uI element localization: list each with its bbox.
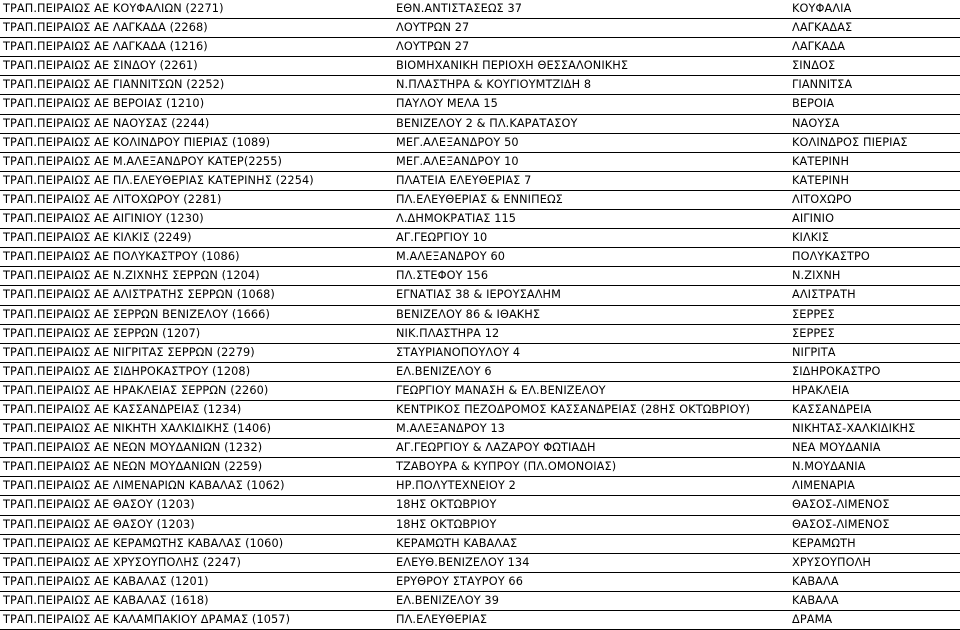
branch-cell: ΤΡΑΠ.ΠΕΙΡΑΙΩΣ ΑΕ ΣΕΡΡΩΝ ΒΕΝΙΖΕΛΟΥ (1666) [3, 307, 270, 321]
table-row [0, 344, 960, 363]
city-cell: ΚΑΤΕΡΙΝΗ [792, 154, 850, 168]
address-cell: ΤΖΑΒΟΥΡΑ & ΚΥΠΡΟΥ (ΠΛ.ΟΜΟΝΟΙΑΣ) [396, 460, 617, 474]
city-cell: ΔΡΑΜΑ [792, 613, 833, 626]
branch-cell: ΤΡΑΠ.ΠΕΙΡΑΙΩΣ ΑΕ ΒΕΡΟΙΑΣ (1210) [3, 97, 205, 111]
branch-cell: ΤΡΑΠ.ΠΕΙΡΑΙΩΣ ΑΕ ΘΑΣΟΥ (1203) [3, 498, 195, 512]
branch-cell: ΤΡΑΠ.ΠΕΙΡΑΙΩΣ ΑΕ ΚΑΒΑΛΑΣ (1201) [3, 574, 209, 588]
city-cell: ΝΕΑ ΜΟΥΔΑΝΙΑ [792, 441, 881, 455]
city-cell: ΣΙΝΔΟΣ [792, 59, 836, 73]
city-cell: ΝΙΓΡΙΤΑ [792, 345, 836, 359]
branch-cell: ΤΡΑΠ.ΠΕΙΡΑΙΩΣ ΑΕ ΚΑΒΑΛΑΣ (1618) [3, 593, 209, 607]
city-cell: ΑΙΓΙΝΙΟ [792, 212, 835, 226]
table-row [0, 325, 960, 344]
branch-cell: ΤΡΑΠ.ΠΕΙΡΑΙΩΣ ΑΕ ΝΑΟΥΣΑΣ (2244) [3, 116, 210, 130]
address-cell: ΗΡ.ΠΟΛΥΤΕΧΝΕΙΟΥ 2 [396, 479, 516, 493]
city-cell: ΗΡΑΚΛΕΙΑ [792, 383, 850, 397]
branch-cell: ΤΡΑΠ.ΠΕΙΡΑΙΩΣ ΑΕ ΠΟΛΥΚΑΣΤΡΟΥ (1086) [3, 250, 240, 264]
city-cell: ΒΕΡΟΙΑ [792, 97, 835, 111]
branch-cell: ΤΡΑΠ.ΠΕΙΡΑΙΩΣ ΑΕ ΛΙΤΟΧΩΡΟΥ (2281) [3, 192, 222, 206]
address-cell: ΛΟΥΤΡΩΝ 27 [396, 40, 470, 54]
city-cell: ΝΙΚΗΤΑΣ-ΧΑΛΚΙΔΙΚΗΣ [792, 422, 916, 436]
table-row [0, 401, 960, 420]
branch-cell: ΤΡΑΠ.ΠΕΙΡΑΙΩΣ ΑΕ Μ.ΑΛΕΞΑΝΔΡΟΥ ΚΑΤΕΡ(2255) [3, 154, 283, 168]
table-row [0, 76, 960, 95]
table-row [0, 134, 960, 153]
table-row [0, 286, 960, 305]
city-cell: ΚΑΒΑΛΑ [792, 574, 839, 588]
city-cell: ΘΑΣΟΣ-ΛΙΜΕΝΟΣ [792, 517, 890, 531]
city-cell: ΓΙΑΝΝΙΤΣΑ [792, 78, 853, 92]
city-cell: ΣΕΡΡΕΣ [792, 326, 835, 340]
address-cell: ΑΓ.ΓΕΩΡΓΙΟΥ & ΛΑΖΑΡΟΥ ΦΩΤΙΑΔΗ [396, 441, 596, 455]
table-row [0, 191, 960, 210]
address-cell: Μ.ΑΛΕΞΑΝΔΡΟΥ 60 [396, 250, 506, 264]
table-row [0, 172, 960, 191]
table-row [0, 229, 960, 248]
address-cell: ΕΓΝΑΤΙΑΣ 38 & ΙΕΡΟΥΣΑΛΗΜ [396, 288, 561, 302]
table-row [0, 153, 960, 172]
branch-cell: ΤΡΑΠ.ΠΕΙΡΑΙΩΣ ΑΕ Ν.ΖΙΧΝΗΣ ΣΕΡΡΩΝ (1204) [3, 269, 260, 283]
city-cell: ΣΙΔΗΡΟΚΑΣΤΡΟ [792, 364, 881, 378]
table-row [0, 210, 960, 229]
address-cell: ΠΛ.ΣΤΕΦΟΥ 156 [396, 269, 489, 283]
address-cell: ΛΟΥΤΡΩΝ 27 [396, 21, 470, 35]
address-cell: Μ.ΑΛΕΞΑΝΔΡΟΥ 13 [396, 422, 506, 436]
city-cell: Ν.ΜΟΥΔΑΝΙΑ [792, 460, 866, 474]
city-cell: ΚΑΒΑΛΑ [792, 593, 839, 607]
address-cell: 18ΗΣ ΟΚΤΩΒΡΙΟΥ [396, 517, 497, 531]
address-cell: ΒΕΝΙΖΕΛΟΥ 2 & ΠΛ.ΚΑΡΑΤΑΣΟΥ [396, 116, 578, 130]
table-row [0, 477, 960, 496]
city-cell: ΚΕΡΑΜΩΤΗ [792, 536, 856, 550]
table-row [0, 611, 960, 630]
table-row [0, 267, 960, 286]
branch-cell: ΤΡΑΠ.ΠΕΙΡΑΙΩΣ ΑΕ ΠΛ.ΕΛΕΥΘΕΡΙΑΣ ΚΑΤΕΡΙΝΗΣ (2254) [3, 173, 314, 187]
address-cell: ΝΙΚ.ΠΛΑΣΤΗΡΑ 12 [396, 326, 500, 340]
table-row [0, 573, 960, 592]
address-cell: ΚΕΝΤΡΙΚΟΣ ΠΕΖΟΔΡΟΜΟΣ ΚΑΣΣΑΝΔΡΕΙΑΣ (28ΗΣ ΟΚΤΩΒΡΙΟΥ) [396, 402, 751, 416]
city-cell: ΠΟΛΥΚΑΣΤΡΟ [792, 250, 870, 264]
branch-cell: ΤΡΑΠ.ΠΕΙΡΑΙΩΣ ΑΕ ΣΙΝΔΟΥ (2261) [3, 59, 198, 73]
city-cell: ΚΙΛΚΙΣ [792, 231, 829, 245]
city-cell: ΛΑΓΚΑΔΑ [792, 40, 846, 54]
table-row [0, 535, 960, 554]
branch-cell: ΤΡΑΠ.ΠΕΙΡΑΙΩΣ ΑΕ ΓΙΑΝΝΙΤΣΩΝ (2252) [3, 78, 225, 92]
branch-cell: ΤΡΑΠ.ΠΕΙΡΑΙΩΣ ΑΕ ΚΑΛΑΜΠΑΚΙΟΥ ΔΡΑΜΑΣ (1057) [3, 613, 291, 626]
branch-cell: ΤΡΑΠ.ΠΕΙΡΑΙΩΣ ΑΕ ΧΡΥΣΟΥΠΟΛΗΣ (2247) [3, 555, 241, 569]
address-cell: ΠΛ.ΕΛΕΥΘΕΡΙΑΣ & ΕΝΝΙΠΕΩΣ [396, 192, 563, 206]
branch-cell: ΤΡΑΠ.ΠΕΙΡΑΙΩΣ ΑΕ ΗΡΑΚΛΕΙΑΣ ΣΕΡΡΩΝ (2260) [3, 383, 269, 397]
table-row [0, 592, 960, 611]
branch-cell: ΤΡΑΠ.ΠΕΙΡΑΙΩΣ ΑΕ ΛΑΓΚΑΔΑ (2268) [3, 21, 208, 35]
branch-cell: ΤΡΑΠ.ΠΕΙΡΑΙΩΣ ΑΕ ΘΑΣΟΥ (1203) [3, 517, 195, 531]
address-cell: ΣΤΑΥΡΙΑΝΟΠΟΥΛΟΥ 4 [396, 345, 521, 359]
city-cell: ΚΑΣΣΑΝΔΡΕΙΑ [792, 402, 872, 416]
branch-cell: ΤΡΑΠ.ΠΕΙΡΑΙΩΣ ΑΕ ΛΑΓΚΑΔΑ (1216) [3, 40, 208, 54]
branch-cell: ΤΡΑΠ.ΠΕΙΡΑΙΩΣ ΑΕ ΚΕΡΑΜΩΤΗΣ ΚΑΒΑΛΑΣ (1060) [3, 536, 284, 550]
branch-cell: ΤΡΑΠ.ΠΕΙΡΑΙΩΣ ΑΕ ΣΙΔΗΡΟΚΑΣΤΡΟΥ (1208) [3, 364, 251, 378]
city-cell: ΝΑΟΥΣΑ [792, 116, 840, 130]
table-row [0, 496, 960, 515]
table-row [0, 458, 960, 477]
branch-cell: ΤΡΑΠ.ΠΕΙΡΑΙΩΣ ΑΕ ΚΑΣΣΑΝΔΡΕΙΑΣ (1234) [3, 402, 242, 416]
address-cell: ΓΕΩΡΓΙΟΥ ΜΑΝΑΣΗ & ΕΛ.ΒΕΝΙΖΕΛΟΥ [396, 383, 606, 397]
table-row [0, 306, 960, 325]
branch-cell: ΤΡΑΠ.ΠΕΙΡΑΙΩΣ ΑΕ ΝΙΚΗΤΗ ΧΑΛΚΙΔΙΚΗΣ (1406) [3, 422, 272, 436]
address-cell: ΑΓ.ΓΕΩΡΓΙΟΥ 10 [396, 231, 488, 245]
table-row [0, 115, 960, 134]
address-cell: ΕΡΥΘΡΟΥ ΣΤΑΥΡΟΥ 66 [396, 574, 523, 588]
city-cell: ΑΛΙΣΤΡΑΤΗ [792, 288, 856, 302]
branch-cell: ΤΡΑΠ.ΠΕΙΡΑΙΩΣ ΑΕ ΚΟΥΦΑΛΙΩΝ (2271) [3, 2, 224, 15]
branch-cell: ΤΡΑΠ.ΠΕΙΡΑΙΩΣ ΑΕ ΑΙΓΙΝΙΟΥ (1230) [3, 212, 204, 226]
branch-cell: ΤΡΑΠ.ΠΕΙΡΑΙΩΣ ΑΕ ΝΙΓΡΙΤΑΣ ΣΕΡΡΩΝ (2279) [3, 345, 255, 359]
branch-cell: ΤΡΑΠ.ΠΕΙΡΑΙΩΣ ΑΕ ΝΕΩΝ ΜΟΥΔΑΝΙΩΝ (2259) [3, 460, 263, 474]
city-cell: ΚΟΥΦΑΛΙΑ [792, 2, 852, 15]
table-row [0, 38, 960, 57]
address-cell: ΕΛΕΥΘ.ΒΕΝΙΖΕΛΟΥ 134 [396, 555, 530, 569]
table-row [0, 420, 960, 439]
address-cell: ΜΕΓ.ΑΛΕΞΑΝΔΡΟΥ 10 [396, 154, 519, 168]
address-cell: ΕΛ.ΒΕΝΙΖΕΛΟΥ 6 [396, 364, 492, 378]
table-row [0, 554, 960, 573]
address-cell: ΠΛ.ΕΛΕΥΘΕΡΙΑΣ [396, 613, 488, 626]
city-cell: ΚΟΛΙΝΔΡΟΣ ΠΙΕΡΙΑΣ [792, 135, 908, 149]
address-cell: ΒΕΝΙΖΕΛΟΥ 86 & ΙΘΑΚΗΣ [396, 307, 541, 321]
branch-cell: ΤΡΑΠ.ΠΕΙΡΑΙΩΣ ΑΕ ΚΙΛΚΙΣ (2249) [3, 231, 192, 245]
table-row [0, 363, 960, 382]
table-row [0, 439, 960, 458]
table-row [0, 0, 960, 19]
address-cell: ΜΕΓ.ΑΛΕΞΑΝΔΡΟΥ 50 [396, 135, 519, 149]
table-row [0, 382, 960, 401]
address-cell: Λ.ΔΗΜΟΚΡΑΤΙΑΣ 115 [396, 212, 517, 226]
city-cell: ΧΡΥΣΟΥΠΟΛΗ [792, 555, 871, 569]
branch-cell: ΤΡΑΠ.ΠΕΙΡΑΙΩΣ ΑΕ ΣΕΡΡΩΝ (1207) [3, 326, 201, 340]
city-cell: ΛΙΜΕΝΑΡΙΑ [792, 479, 855, 493]
table-row [0, 516, 960, 535]
address-cell: ΒΙΟΜΗΧΑΝΙΚΗ ΠΕΡΙΟΧΗ ΘΕΣΣΑΛΟΝΙΚΗΣ [396, 59, 629, 73]
address-cell: ΠΛΑΤΕΙΑ ΕΛΕΥΘΕΡΙΑΣ 7 [396, 173, 532, 187]
city-cell: ΛΑΓΚΑΔΑΣ [792, 21, 853, 35]
address-cell: ΕΛ.ΒΕΝΙΖΕΛΟΥ 39 [396, 593, 499, 607]
city-cell: Ν.ΖΙΧΝΗ [792, 269, 841, 283]
address-cell: Ν.ΠΛΑΣΤΗΡΑ & ΚΟΥΓΙΟΥΜΤΖΙΔΗ 8 [396, 78, 592, 92]
city-cell: ΘΑΣΟΣ-ΛΙΜΕΝΟΣ [792, 498, 890, 512]
table-row [0, 95, 960, 114]
table-row [0, 57, 960, 76]
city-cell: ΛΙΤΟΧΩΡΟ [792, 192, 852, 206]
table-row [0, 248, 960, 267]
address-cell: ΚΕΡΑΜΩΤΗ ΚΑΒΑΛΑΣ [396, 536, 518, 550]
address-cell: ΠΑΥΛΟΥ ΜΕΛΑ 15 [396, 97, 498, 111]
city-cell: ΣΕΡΡΕΣ [792, 307, 835, 321]
branch-cell: ΤΡΑΠ.ΠΕΙΡΑΙΩΣ ΑΕ ΛΙΜΕΝΑΡΙΩΝ ΚΑΒΑΛΑΣ (1062) [3, 479, 285, 493]
branch-cell: ΤΡΑΠ.ΠΕΙΡΑΙΩΣ ΑΕ ΑΛΙΣΤΡΑΤΗΣ ΣΕΡΡΩΝ (1068) [3, 288, 275, 302]
table-row [0, 19, 960, 38]
address-cell: 18ΗΣ ΟΚΤΩΒΡΙΟΥ [396, 498, 497, 512]
address-cell: ΕΘΝ.ΑΝΤΙΣΤΑΣΕΩΣ 37 [396, 2, 523, 15]
branch-cell: ΤΡΑΠ.ΠΕΙΡΑΙΩΣ ΑΕ ΝΕΩΝ ΜΟΥΔΑΝΙΩΝ (1232) [3, 441, 263, 455]
branch-cell: ΤΡΑΠ.ΠΕΙΡΑΙΩΣ ΑΕ ΚΟΛΙΝΔΡΟΥ ΠΙΕΡΙΑΣ (1089) [3, 135, 271, 149]
city-cell: ΚΑΤΕΡΙΝΗ [792, 173, 850, 187]
